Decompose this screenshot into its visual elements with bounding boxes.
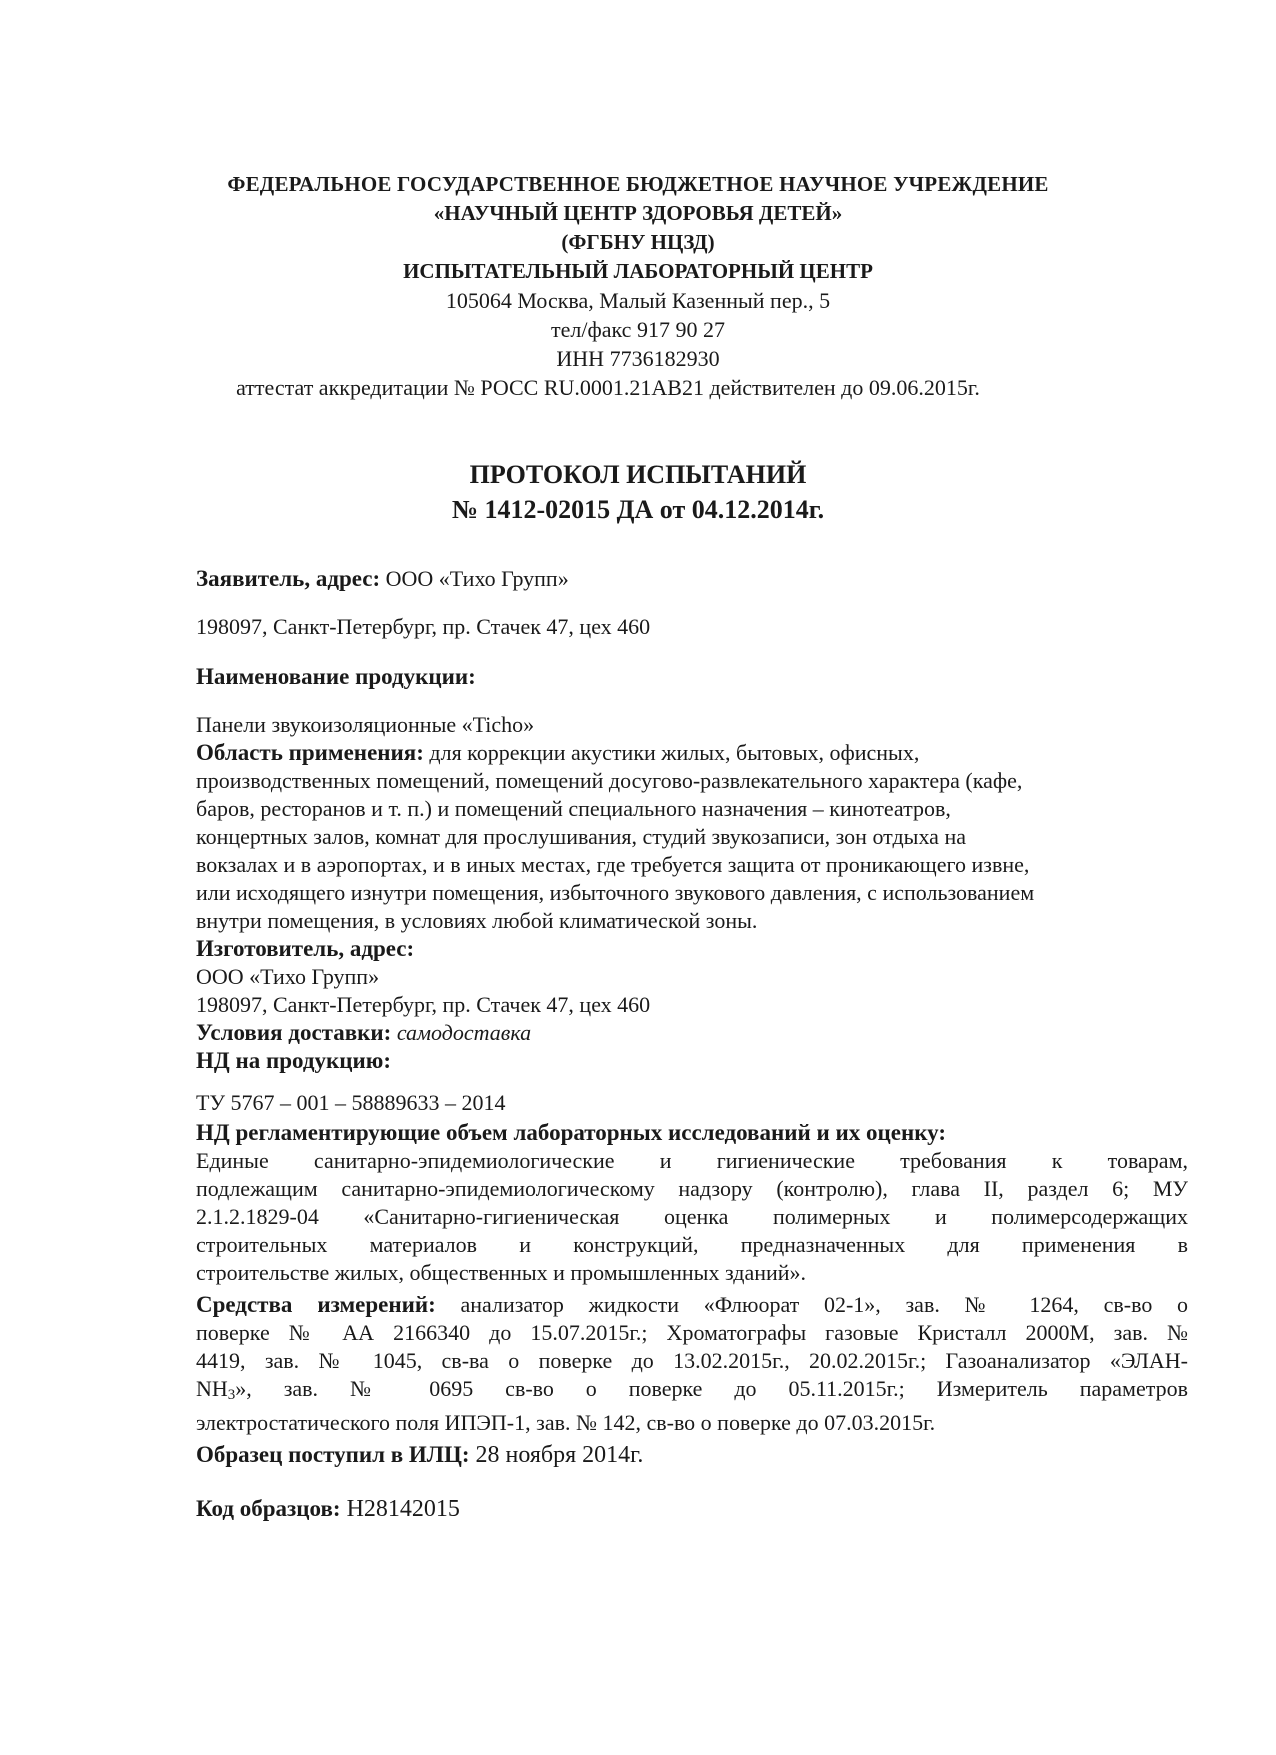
- scope-line: вокзалах и в аэропортах, и в иных местах, где требуется защита от проникающего извне,: [196, 852, 1030, 877]
- manufacturer-label: Изготовитель, адрес:: [196, 936, 415, 961]
- org-abbreviation: (ФГБНУ НЦЗД): [561, 230, 715, 254]
- scope-line: Область применения: для коррекции акустики жилых, бытовых, офисных,: [196, 740, 920, 765]
- sample-code-label: Код образцов:: [196, 1496, 341, 1521]
- instruments-label: Средства измерений:: [196, 1292, 436, 1317]
- applicant-row: [196, 565, 1188, 593]
- sample-code-row: [196, 1495, 1188, 1523]
- document-body: [196, 555, 1188, 1523]
- nd-regulation-line: Единые санитарно-эпидемиологические и гигиенические требования к товарам,: [196, 1148, 1188, 1173]
- manufacturer-name: ООО «Тихо Групп»: [196, 964, 380, 989]
- scope-line: внутри помещения, в условиях любой климатической зоны.: [196, 908, 758, 933]
- instruments-line: Средства измерений: анализатор жидкости «Флюорат 02-1», зав. № 1264, св-во о: [196, 1292, 1189, 1317]
- manufacturer-address: 198097, Санкт-Петербург, пр. Стачек 47, цех 460: [196, 992, 651, 1017]
- protocol-number: № 1412-02015 ДА от 04.12.2014г.: [451, 495, 825, 524]
- instruments-section: [196, 1291, 1188, 1437]
- scope-line: или исходящего изнутри помещения, избыточного звукового давления, с использованием: [196, 880, 1035, 905]
- scope-line: баров, ресторанов и т. п.) и помещений специального назначения – кинотеатров,: [196, 796, 951, 821]
- instruments-line: электростатического поля ИПЭП-1, зав. № 142, св-во о поверке до 07.03.2015г.: [196, 1410, 936, 1435]
- delivery-row: [196, 1019, 1188, 1047]
- nd-product-label: НД на продукцию:: [196, 1048, 391, 1073]
- protocol-title-block: [0, 457, 1276, 527]
- received-label: Образец поступил в ИЛЦ:: [196, 1442, 470, 1467]
- scope-label: Область применения:: [196, 740, 424, 765]
- org-name-line-1: ФЕДЕРАЛЬНОЕ ГОСУДАРСТВЕННОЕ БЮДЖЕТНОЕ НАУЧНОЕ УЧРЕЖДЕНИЕ: [227, 172, 1049, 196]
- nd-regulation-line: подлежащим санитарно-эпидемиологическому надзору (контролю), глава II, раздел 6; МУ: [196, 1176, 1188, 1201]
- nd-regulation-section: [196, 1147, 1188, 1287]
- nd-regulation-line: строительстве жилых, общественных и промышленных зданий».: [196, 1260, 807, 1285]
- accreditation-line: аттестат аккредитации № РОСС RU.0001.21АВ21 действителен до 09.06.2015г.: [236, 375, 980, 400]
- org-phone: тел/факс 917 90 27: [551, 317, 725, 342]
- instruments-line: поверке № АА 2166340 до 15.07.2015г.; Хроматографы газовые Кристалл 2000М, зав. №: [196, 1320, 1188, 1345]
- document-header: [0, 170, 1276, 402]
- scope-line: производственных помещений, помещений досугово-развлекательного характера (кафе,: [196, 768, 1023, 793]
- applicant-name: ООО «Тихо Групп»: [380, 566, 569, 591]
- delivery-label: Условия доставки:: [196, 1020, 392, 1045]
- instruments-line: $NH_3$», зав. № 0695 св-во о поверке до 05.11.2015г.; Измеритель параметров: [196, 1376, 1188, 1403]
- org-name-line-2: «НАУЧНЫЙ ЦЕНТР ЗДОРОВЬЯ ДЕТЕЙ»: [433, 201, 843, 225]
- product-label: Наименование продукции:: [196, 664, 476, 689]
- scope-line: концертных залов, комнат для прослушивания, студий звукозаписи, зон отдыха на: [196, 824, 966, 849]
- scope-section: [196, 739, 1188, 935]
- nd-regulation-line: строительных материалов и конструкций, предназначенных для применения в: [196, 1232, 1188, 1257]
- instruments-line: 4419, зав. № 1045, св-ва о поверке до 13.02.2015г., 20.02.2015г.; Газоанализатор «ЭЛАН-: [196, 1348, 1188, 1373]
- nd-regulation-line: 2.1.2.1829-04 «Санитарно-гигиеническая оценка полимерных и полимерсодержащих: [196, 1204, 1188, 1229]
- org-inn: ИНН 7736182930: [556, 346, 720, 371]
- sample-code-value: Н28142015: [340, 1496, 460, 1522]
- protocol-title: ПРОТОКОЛ ИСПЫТАНИЙ: [469, 460, 807, 489]
- received-value: 28 ноября 2014г.: [469, 1442, 644, 1468]
- applicant-address: 198097, Санкт-Петербург, пр. Стачек 47, цех 460: [196, 614, 651, 639]
- lab-name: ИСПЫТАТЕЛЬНЫЙ ЛАБОРАТОРНЫЙ ЦЕНТР: [403, 259, 873, 283]
- received-row: [196, 1441, 1188, 1469]
- org-address: 105064 Москва, Малый Казенный пер., 5: [445, 288, 831, 313]
- applicant-label: Заявитель, адрес:: [196, 566, 381, 591]
- nd-product-value: ТУ 5767 – 001 – 58889633 – 2014: [196, 1090, 506, 1115]
- product-name: Панели звукоизоляционные «Ticho»: [196, 712, 535, 737]
- delivery-value: самодоставка: [391, 1020, 532, 1045]
- nd-regulation-label: НД регламентирующие объем лабораторных исследований и их оценку:: [196, 1120, 946, 1145]
